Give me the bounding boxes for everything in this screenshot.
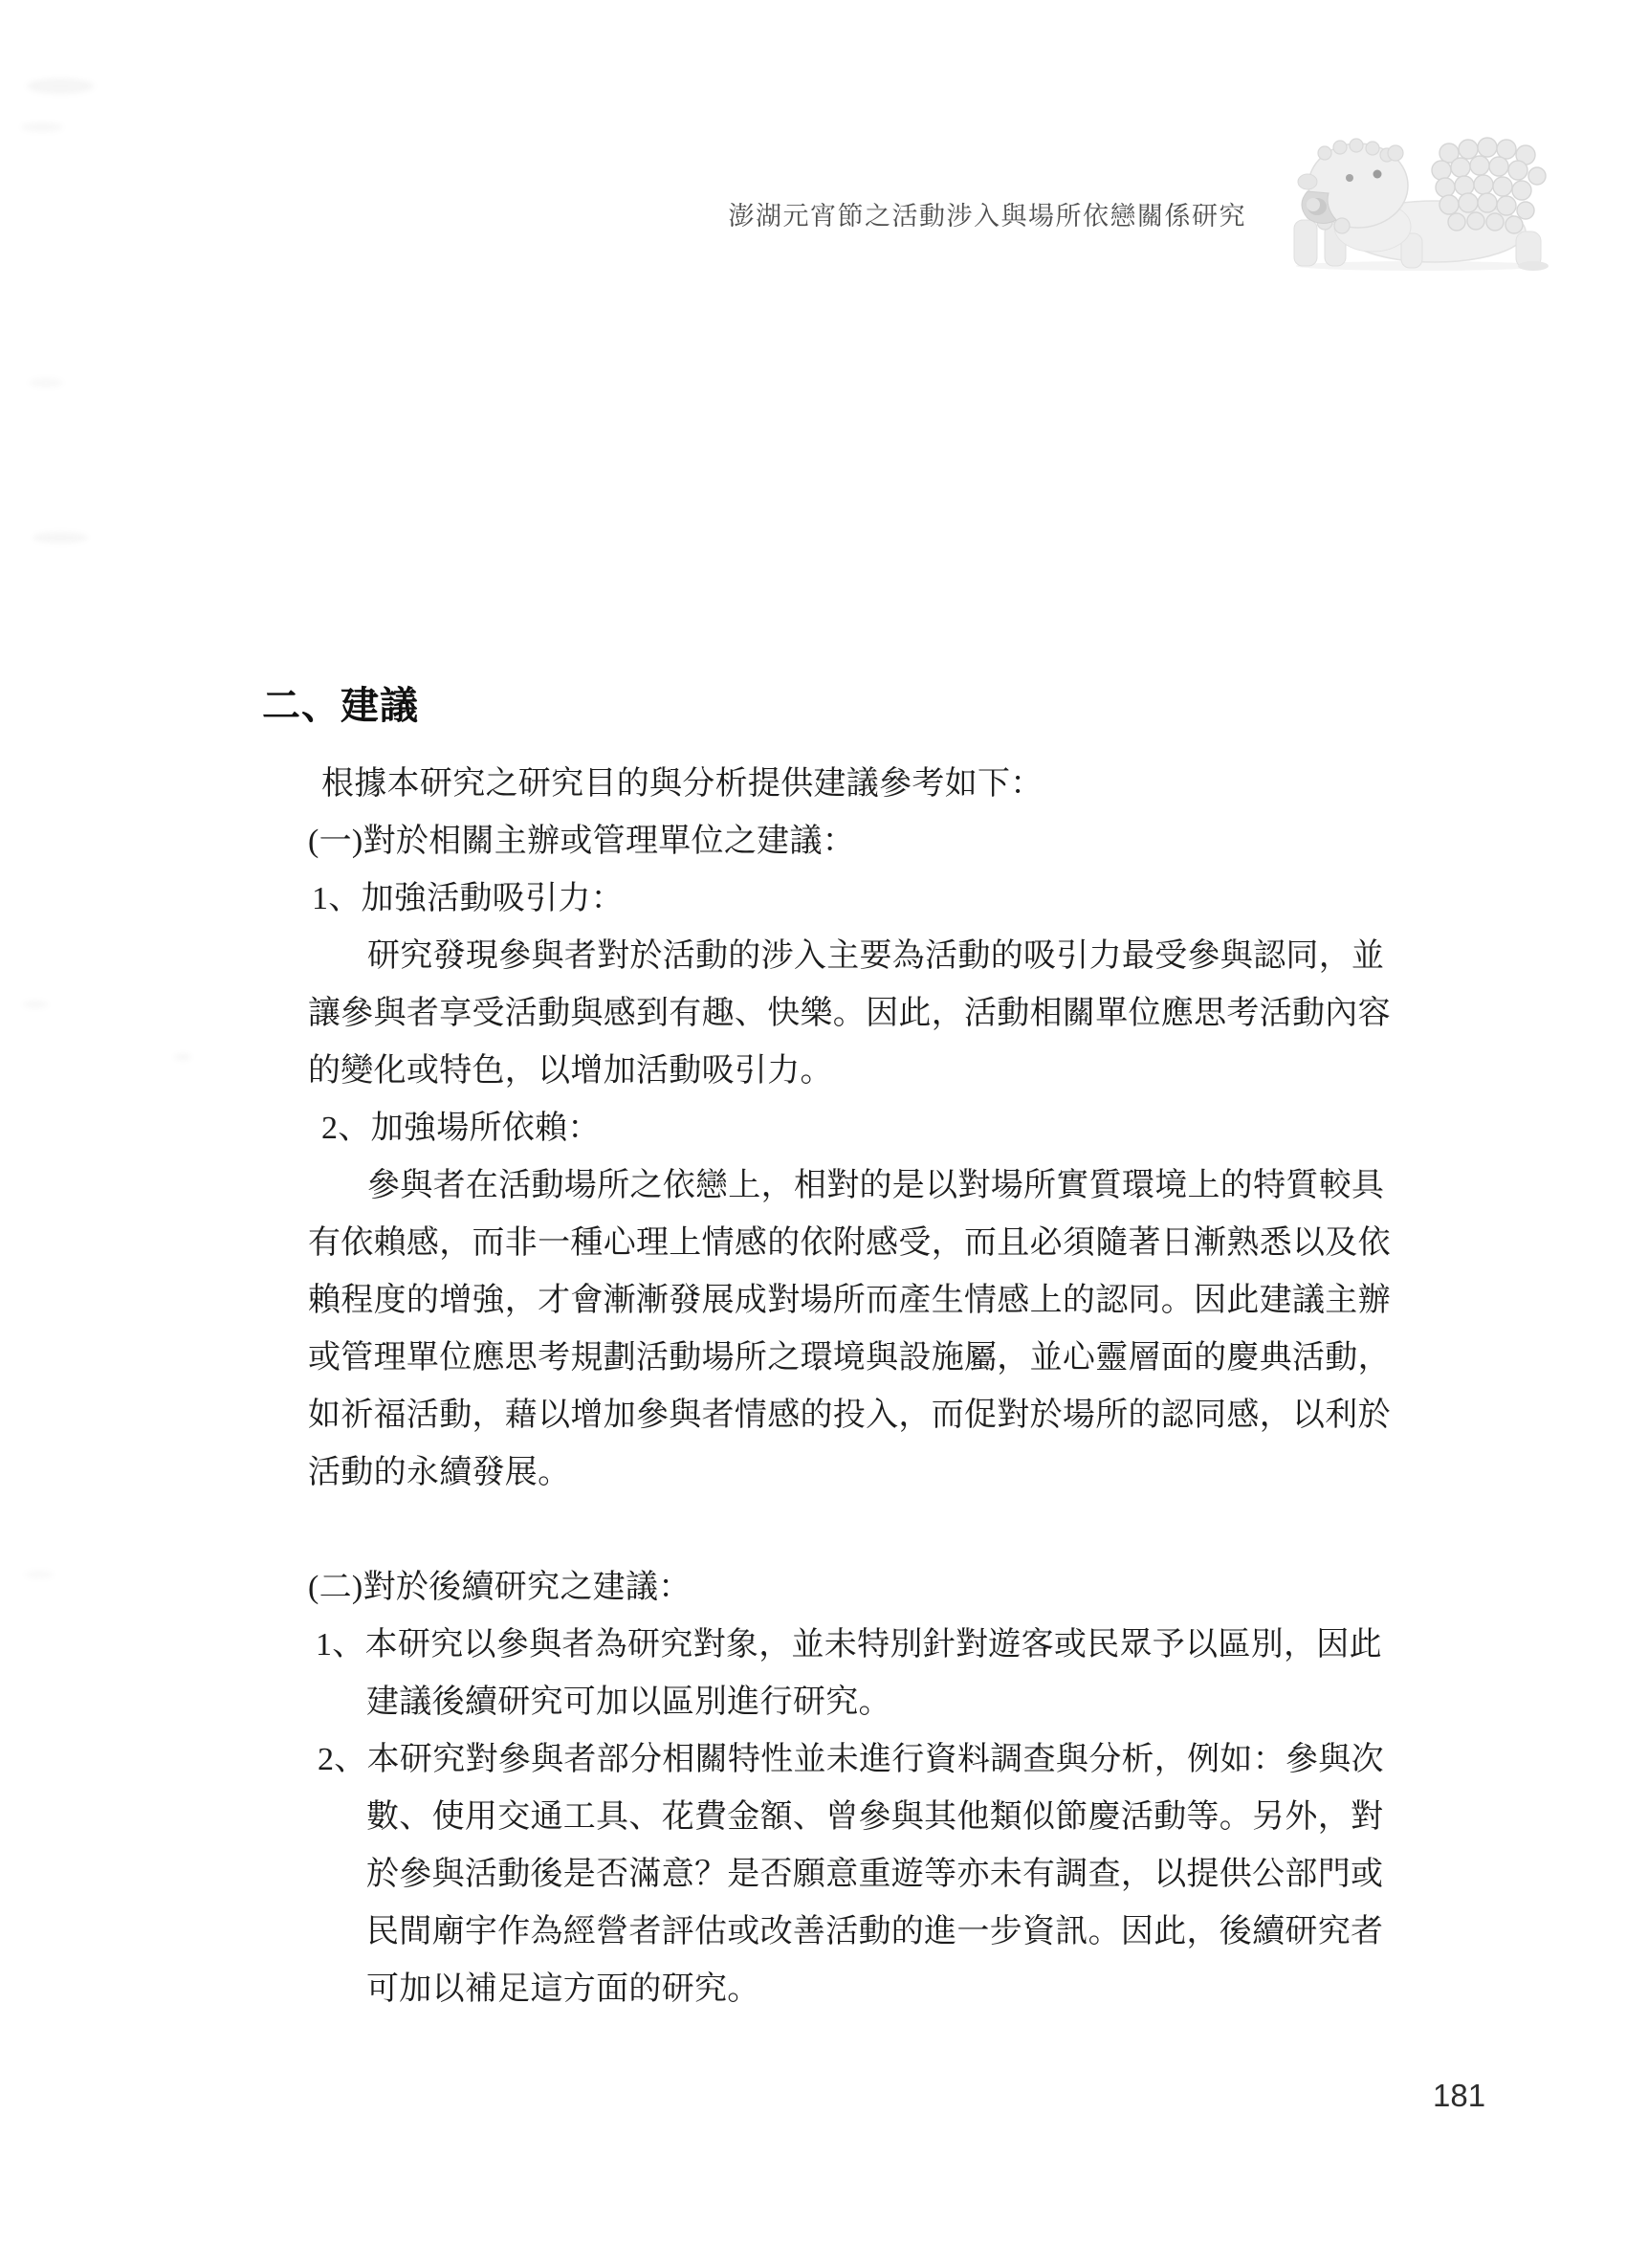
text-line: 1、加強活動吸引力： — [312, 881, 624, 916]
text-line: (一)對於相關主辦或管理單位之建議： — [308, 824, 856, 859]
stone-lion-icon — [1258, 136, 1556, 272]
scan-artifact — [21, 122, 63, 132]
text-line: 或管理單位應思考規劃活動場所之環境與設施屬，並心靈層面的慶典活動， — [308, 1340, 1391, 1376]
text-line: 於參與活動後是否滿意？是否願意重遊等亦未有調查，以提供公部門或 — [366, 1857, 1384, 1892]
section-heading: 二、建議 — [262, 684, 419, 727]
text-line: 建議後續研究可加以區別進行研究。 — [366, 1684, 891, 1720]
running-title: 澎湖元宵節之活動涉入與場所依戀關係研究 — [728, 202, 1246, 231]
scan-artifact — [33, 532, 88, 543]
text-line: 可加以補足這方面的研究。 — [366, 1971, 760, 2007]
scan-artifact — [29, 378, 63, 387]
text-line: 2、加強場所依賴： — [321, 1111, 601, 1146]
text-line: 根據本研究之研究目的與分析提供建議參考如下： — [321, 766, 1044, 802]
text-line: 2、本研究對參與者部分相關特性並未進行資料調查與分析，例如：參與次 — [318, 1742, 1384, 1777]
scan-artifact — [27, 78, 94, 94]
text-line: 有依賴感，而非一種心理上情感的依附感受，而且必須隨著日漸熟悉以及依 — [308, 1225, 1391, 1261]
text-line: 活動的永續發展。 — [308, 1455, 571, 1490]
text-line: 的變化或特色，以增加活動吸引力。 — [308, 1053, 833, 1089]
scan-artifact — [25, 1571, 54, 1578]
scan-artifact — [174, 1054, 191, 1060]
text-line: 如祈福活動，藉以增加參與者情感的投入，而促對於場所的認同感，以利於 — [308, 1398, 1391, 1433]
text-line: 讓參與者享受活動與感到有趣、快樂。因此，活動相關單位應思考活動內容 — [308, 996, 1391, 1031]
text-line: 數、使用交通工具、花費金額、曾參與其他類似節慶活動等。另外，對 — [366, 1799, 1384, 1835]
text-line: 研究發現參與者對於活動的涉入主要為活動的吸引力最受參與認同，並 — [367, 938, 1385, 974]
text-line: 1、本研究以參與者為研究對象，並未特別針對遊客或民眾予以區別，因此 — [316, 1627, 1382, 1662]
text-line: 參與者在活動場所之依戀上，相對的是以對場所實質環境上的特質較具 — [367, 1168, 1385, 1203]
text-line: (二)對於後續研究之建議： — [308, 1570, 692, 1605]
text-line: 賴程度的增強，才會漸漸發展成對場所而產生情感上的認同。因此建議主辦 — [308, 1283, 1391, 1318]
scan-artifact — [23, 1001, 48, 1008]
text-line: 民間廟宇作為經營者評估或改善活動的進一步資訊。因此，後續研究者 — [366, 1914, 1384, 1949]
stone-lion-image — [1258, 136, 1556, 272]
page-number: 181 — [1433, 2078, 1486, 2113]
